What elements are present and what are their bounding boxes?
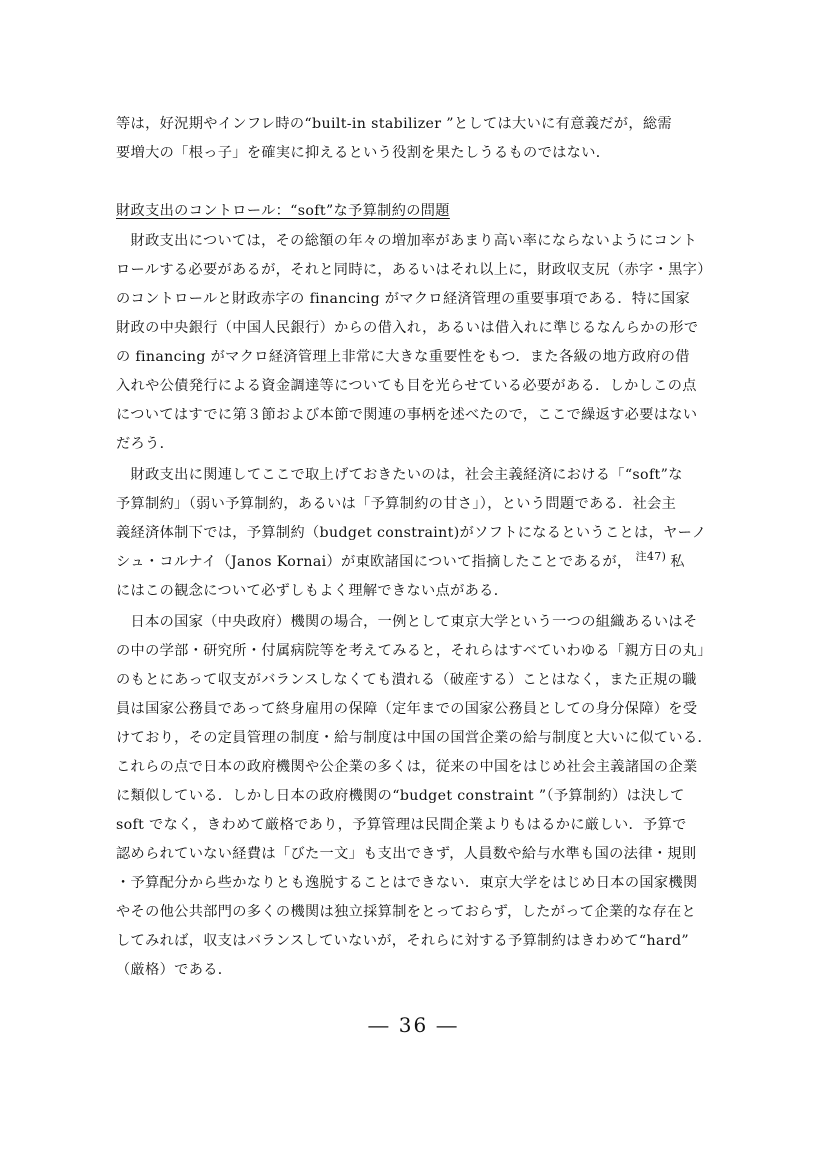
text-line: 財政支出については，その総額の年々の増加率があまり高い率にならないようにコント xyxy=(116,233,698,249)
text-line xyxy=(116,552,716,573)
page-number: ― 36 ― xyxy=(368,1013,459,1037)
note-line-text: シュ・コルナイ（Janos Kornai）が東欧諸国について指摘したことであるが， xyxy=(116,554,632,570)
text-line: けており，その定員管理の制度・給与制度は中国の国営企業の給与制度と大いに似ている． xyxy=(116,730,713,746)
text-line: だろう． xyxy=(116,436,175,452)
text-line: についてはすでに第３節および本節で関連の事柄を述べたので，ここで繰返す必要はない xyxy=(116,407,698,423)
text-line: 員は国家公務員であって終身雇用の保障（定年までの国家公務員としての身分保障）を受 xyxy=(116,701,698,717)
text-line: のもとにあって収支がバランスしなくても潰れる（破産する）ことはなく，また正規の職 xyxy=(116,672,697,688)
text-line: 義経済体制下では，予算制約（budget constraint)がソフトになるということは，ヤーノ xyxy=(116,525,707,541)
text-line: の financing がマクロ経済管理上非常に大きな重要性をもつ．また各級の地方政府の借 xyxy=(116,349,690,365)
text-line: 入れや公債発行による資金調達等についても目を光らせている必要がある．しかしこの点 xyxy=(116,378,697,394)
text-line: （厳格）である． xyxy=(116,962,233,978)
text-line: 等は，好況期やインフレ時の“built-in stabilizer ”としては大いに有意義だが，総需 xyxy=(116,116,672,132)
text-line: ・予算配分から些かなりとも逸脱することはできない．東京大学をはじめ日本の国家機関 xyxy=(116,875,698,891)
text-line: soft でなく，きわめて厳格であり，予算管理は民間企業よりもはるかに厳しい．予算で xyxy=(116,817,687,833)
text-line: 予算制約」（弱い予算制約，あるいは「予算制約の甘さ」），という問題である．社会主 xyxy=(116,496,677,512)
text-line: 要増大の「根っ子」を確実に抑えるという役割を果たしうるものではない． xyxy=(116,145,611,161)
text-line: のコントロールと財政赤字の financing がマクロ経済管理の重要事項である．特に国家 xyxy=(116,291,691,307)
text-line: 財政の中央銀行（中国人民銀行）からの借入れ，あるいは借入れに準じるなんらかの形で xyxy=(116,320,699,336)
text-line: 認められていない経費は「びた一文」も支出できず，人員数や給与水準も国の法律・規則 xyxy=(116,846,697,862)
text-line: に類似している．しかし日本の政府機関の“budget constraint ”（予算制約）は決して xyxy=(116,788,685,804)
text-line: の中の学部・研究所・付属病院等を考えてみると，それらはすべていわゆる「親方日の丸」 xyxy=(116,643,712,659)
text-line: 日本の国家（中央政府）機関の場合，一例として東京大学という一つの組織あるいはそ xyxy=(116,614,698,630)
text-line: 財政支出に関連してここで取上げておきたいのは，社会主義経済における「“soft”な xyxy=(116,467,683,483)
text-line: してみれば，収支はバランスしていないが，それらに対する予算制約はきわめて“hard” xyxy=(116,933,689,949)
note-line-text: 私 xyxy=(670,554,685,570)
text-line: ロールする必要があるが，それと同時に，あるいはそれ以上に，財政収支尻（赤字・黒字） xyxy=(116,262,712,278)
section-heading: 財政支出のコントロール：“soft”な予算制約の問題 xyxy=(116,203,450,219)
text-line: やその他公共部門の多くの機関は独立採算制をとっておらず，したがって企業的な存在と xyxy=(116,904,697,920)
text-line: にはこの観念について必ずしもよく理解できない点がある． xyxy=(116,583,509,599)
text-line: これらの点で日本の政府機関や公企業の多くは，従来の中国をはじめ社会主義諸国の企業 xyxy=(116,759,698,775)
footnote-reference: 注47) xyxy=(635,550,667,563)
